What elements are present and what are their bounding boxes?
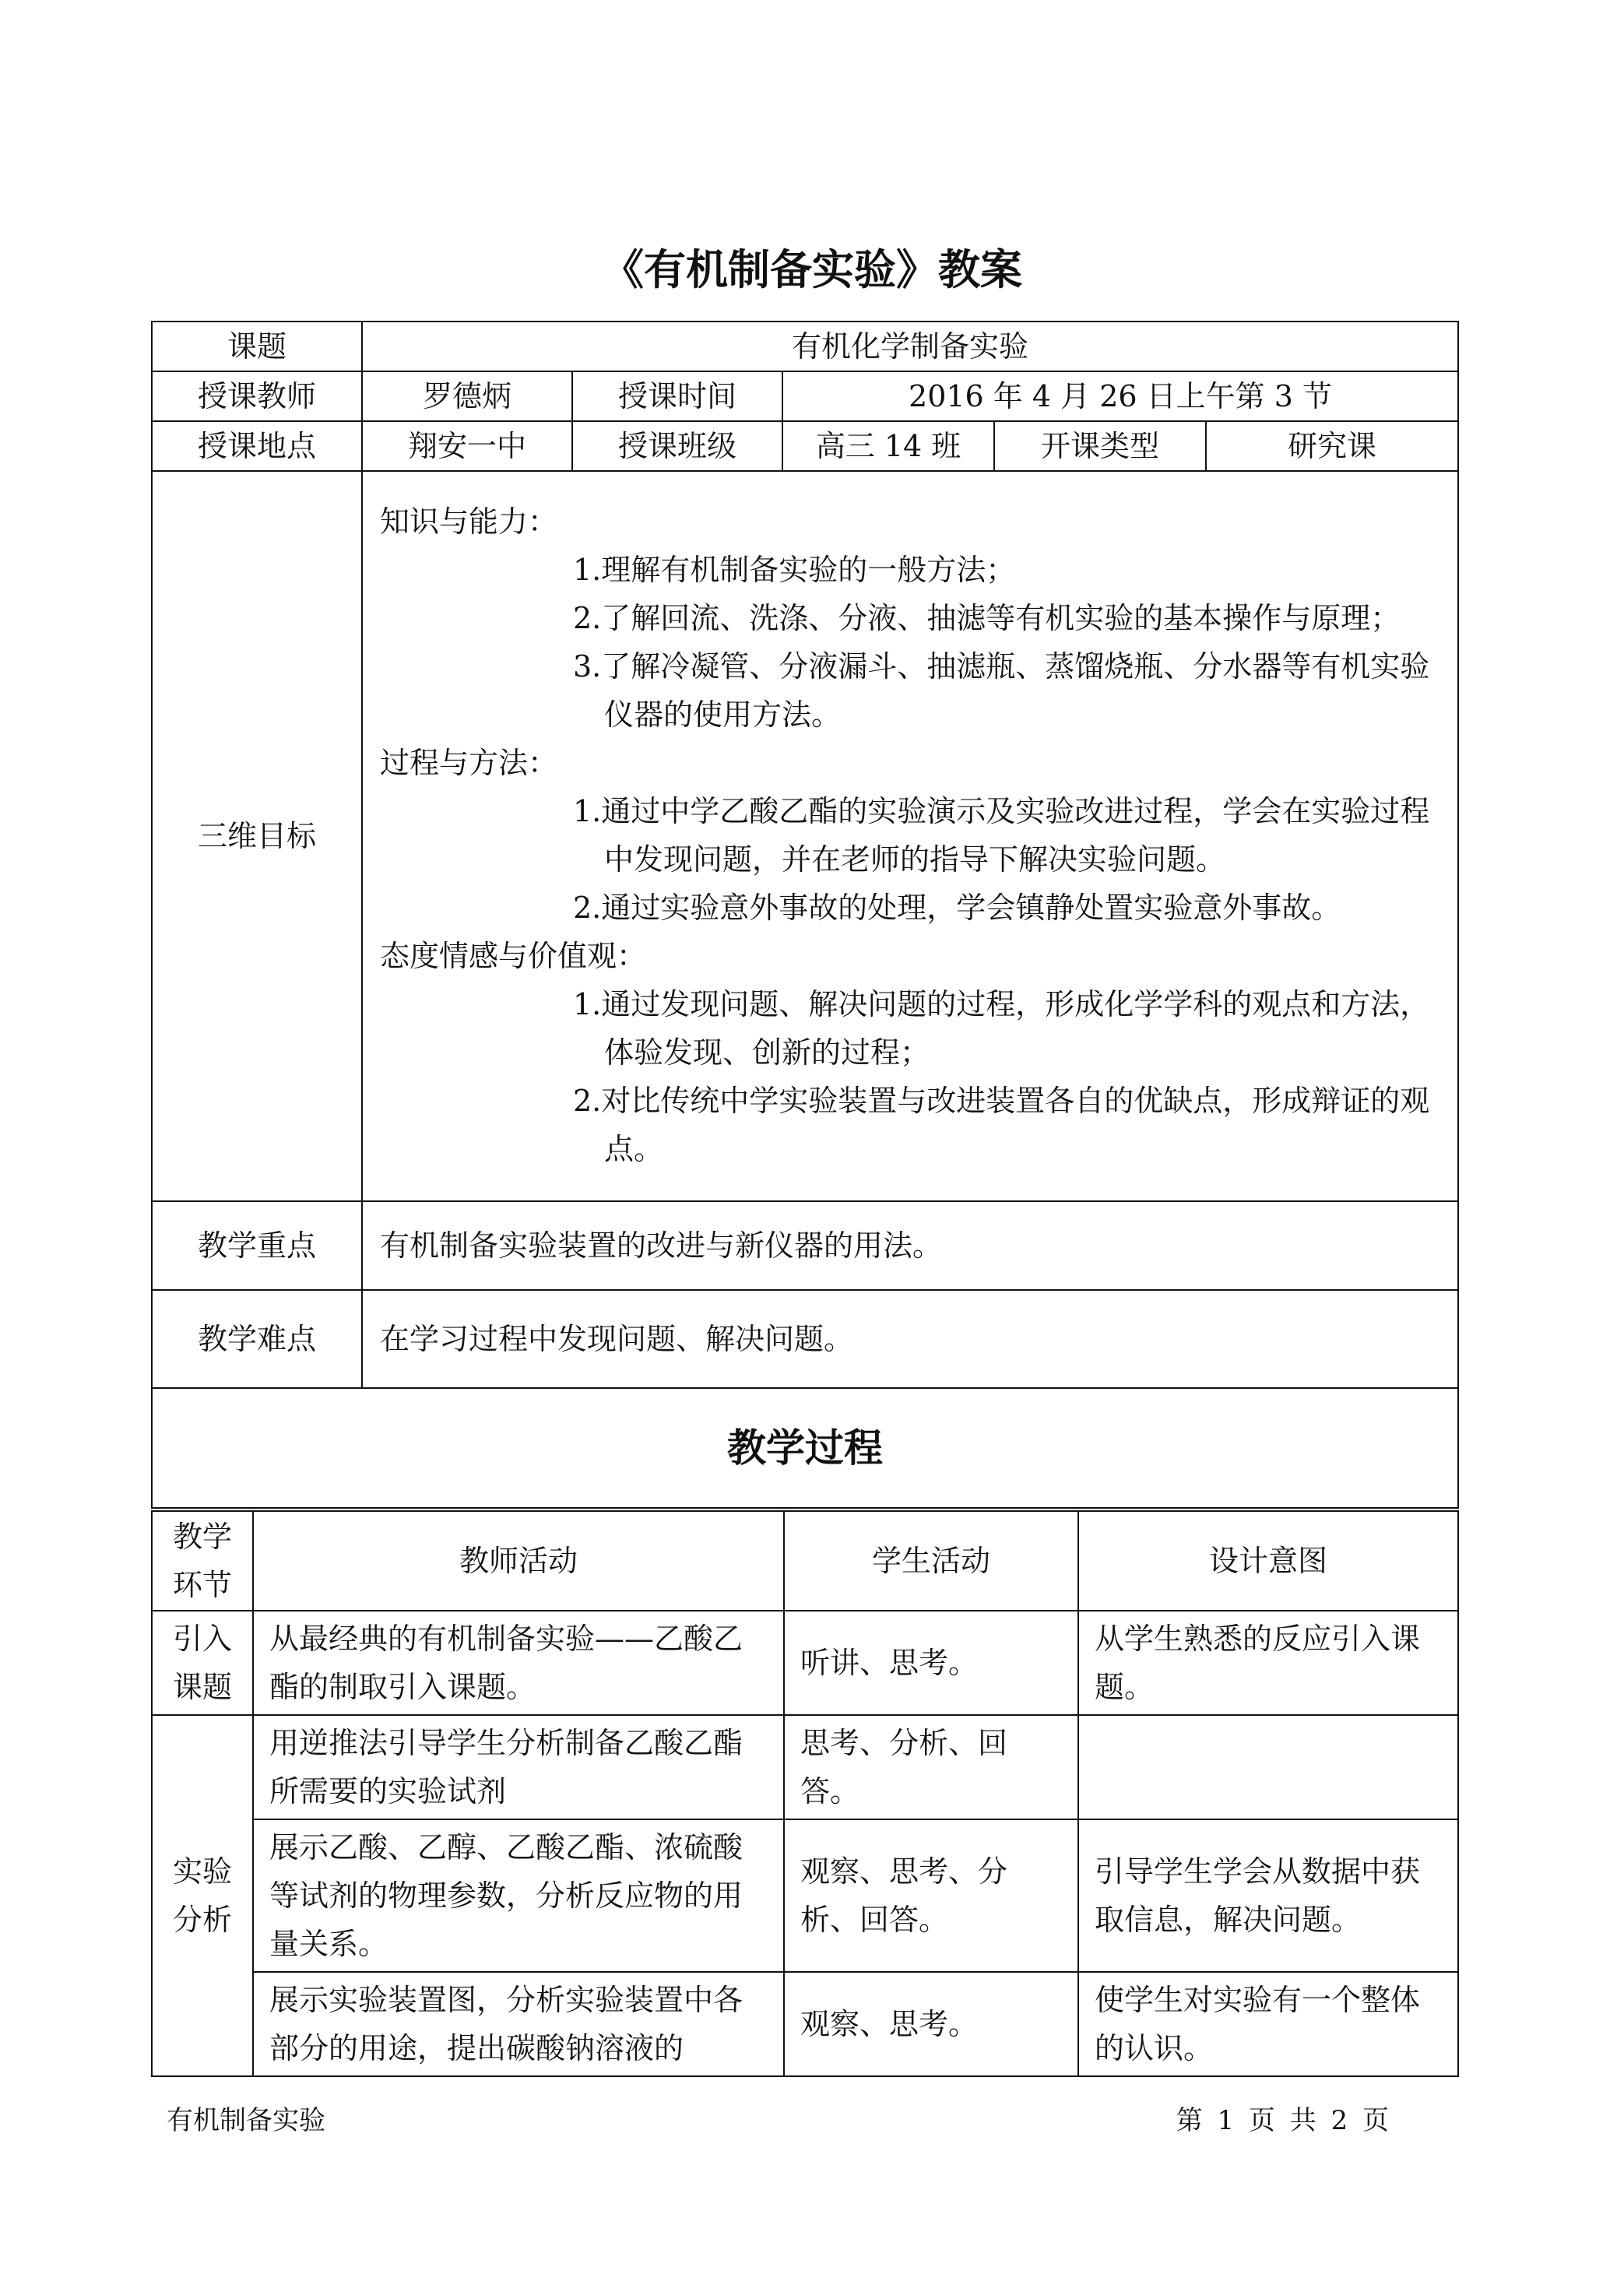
knowledge-item: 3.了解冷凝管、分液漏斗、抽滤瓶、蒸馏烧瓶、分水器等有机实验仪器的使用方法。 <box>573 649 1430 732</box>
table-row <box>152 1972 1458 2076</box>
place-label: 授课地点 <box>152 421 362 471</box>
footer-page-number: 第 1 页 共 2 页 <box>1176 2105 1389 2136</box>
attitude-item: 2.对比传统中学实验装置与改进装置各自的优缺点，形成辩证的观点。 <box>573 1084 1430 1166</box>
header-intent: 设计意图 <box>1078 1511 1458 1611</box>
header-stage: 教学环节 <box>152 1511 253 1611</box>
time-label: 授课时间 <box>572 371 782 421</box>
class-value: 高三 14 班 <box>782 421 994 471</box>
design-intent: 引导学生学会从数据中获取信息，解决问题。 <box>1078 1819 1458 1972</box>
teaching-process-table <box>151 1510 1459 2077</box>
teacher-activity: 展示乙酸、乙醇、乙酸乙酯、浓硫酸等试剂的物理参数，分析反应物的用量关系。 <box>253 1819 784 1972</box>
teacher-value: 罗德炳 <box>362 371 572 421</box>
student-activity: 观察、思考、分析、回答。 <box>784 1819 1078 1972</box>
subject-label: 课题 <box>152 322 362 371</box>
footer-doc-name: 有机制备实验 <box>167 2105 325 2136</box>
goals-label: 三维目标 <box>152 471 362 1201</box>
design-intent <box>1078 1715 1458 1819</box>
type-label: 开课类型 <box>994 421 1206 471</box>
subject-value: 有机化学制备实验 <box>362 322 1458 371</box>
stage-intro: 引入课题 <box>152 1611 253 1715</box>
student-activity: 听讲、思考。 <box>784 1611 1078 1715</box>
difficulty-value: 在学习过程中发现问题、解决问题。 <box>362 1290 1458 1388</box>
knowledge-item: 1.理解有机制备实验的一般方法； <box>573 553 1016 587</box>
table-row <box>152 1611 1458 1715</box>
focus-value: 有机制备实验装置的改进与新仪器的用法。 <box>362 1201 1458 1290</box>
place-value: 翔安一中 <box>362 421 572 471</box>
time-value: 2016 年 4 月 26 日上午第 3 节 <box>782 371 1458 421</box>
design-intent: 从学生熟悉的反应引入课题。 <box>1078 1611 1458 1715</box>
design-intent: 使学生对实验有一个整体的认识。 <box>1078 1972 1458 2076</box>
process-title: 教学过程 <box>152 1388 1458 1508</box>
class-label: 授课班级 <box>572 421 782 471</box>
stage-analysis: 实验分析 <box>152 1715 253 2076</box>
lesson-info-table <box>151 321 1459 1509</box>
student-activity: 思考、分析、回答。 <box>784 1715 1078 1819</box>
knowledge-heading: 知识与能力： <box>380 504 558 539</box>
student-activity: 观察、思考。 <box>784 1972 1078 2076</box>
header-student: 学生活动 <box>784 1511 1078 1611</box>
process-item: 2.通过实验意外事故的处理，学会镇静处置实验意外事故。 <box>573 891 1341 925</box>
goals-content <box>362 471 1458 1201</box>
knowledge-item: 2.了解回流、洗涤、分液、抽滤等有机实验的基本操作与原理； <box>573 601 1401 635</box>
attitude-item: 1.通过发现问题、解决问题的过程，形成化学学科的观点和方法，体验发现、创新的过程； <box>573 987 1430 1070</box>
teacher-activity: 展示实验装置图，分析实验装置中各部分的用途，提出碳酸钠溶液的 <box>253 1972 784 2076</box>
table-row <box>152 1819 1458 1972</box>
process-heading: 过程与方法： <box>380 746 558 780</box>
document-title: 《有机制备实验》教案 <box>602 245 1022 294</box>
focus-label: 教学重点 <box>152 1201 362 1290</box>
process-item: 1.通过中学乙酸乙酯的实验演示及实验改进过程，学会在实验过程中发现问题，并在老师的指导下解决实验问题。 <box>573 794 1430 877</box>
table-row <box>152 1715 1458 1819</box>
teacher-activity: 从最经典的有机制备实验——乙酸乙酯的制取引入课题。 <box>253 1611 784 1715</box>
teacher-activity: 用逆推法引导学生分析制备乙酸乙酯所需要的实验试剂 <box>253 1715 784 1819</box>
difficulty-label: 教学难点 <box>152 1290 362 1388</box>
teacher-label: 授课教师 <box>152 371 362 421</box>
type-value: 研究课 <box>1206 421 1458 471</box>
header-teacher: 教师活动 <box>253 1511 784 1611</box>
attitude-heading: 态度情感与价值观： <box>380 939 647 973</box>
